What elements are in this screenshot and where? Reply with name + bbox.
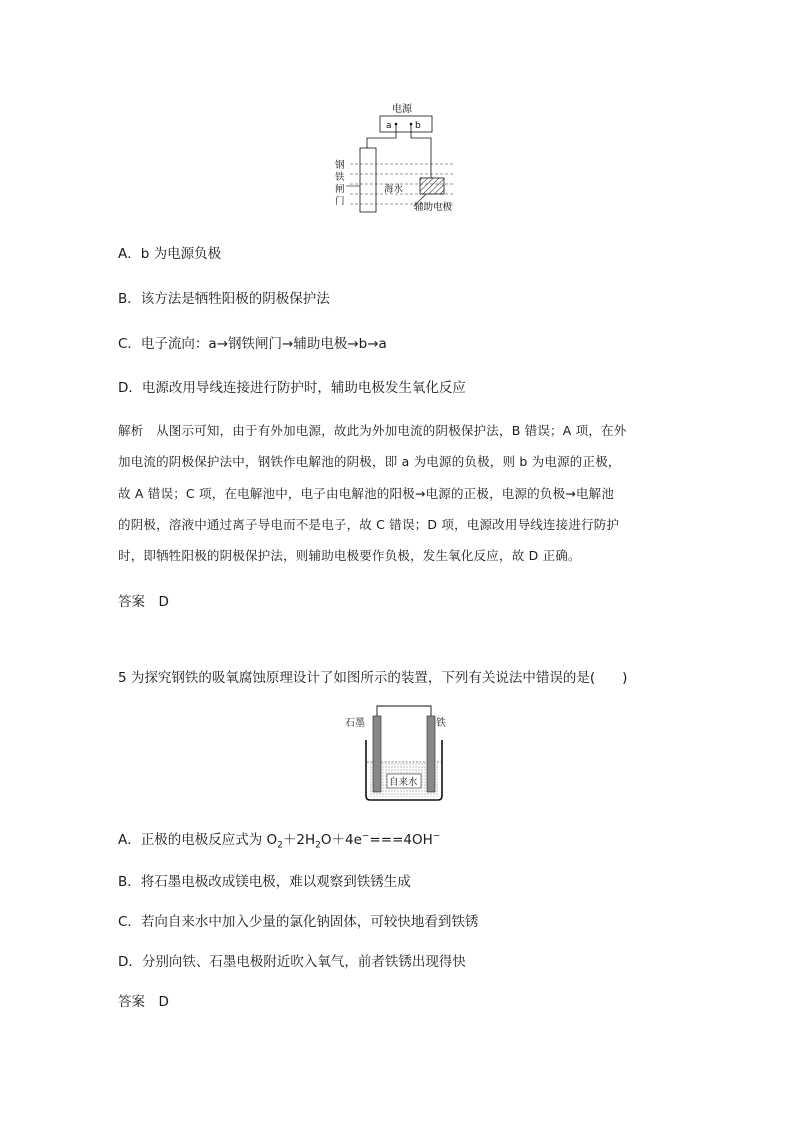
- q5-option-c: C．若向自来水中加入少量的氯化钠固体，可较快地看到铁锈: [118, 914, 479, 930]
- cathodic-protection-diagram: [330, 100, 470, 215]
- q5-option-b: B．将石墨电极改成镁电极，难以观察到铁锈生成: [118, 874, 411, 890]
- q4-option-c: C．电子流向：a→钢铁闸门→辅助电极→b→a: [118, 336, 387, 352]
- graphite-label: 石墨: [345, 718, 365, 729]
- svg-text:闸: 闸: [335, 184, 345, 195]
- auxiliary-electrode: [420, 178, 444, 194]
- q4-explanation-line-1: 解析 从图示可知，由于有外加电源，故此为外加电流的阴极保护法，B 错误；A 项，在外: [118, 423, 627, 438]
- h2-subscript: 2: [315, 840, 321, 851]
- q5-question: 5 为探究钢铁的吸氧腐蚀原理设计了如图所示的装置，下列有关说法中错误的是( ): [118, 670, 628, 686]
- q4-explanation-line-2: 加电流的阴极保护法中，钢铁作电解池的阴极，即 a 为电源的负极，则 b 为电源的正极，: [118, 454, 621, 469]
- iron-label: 铁: [436, 718, 446, 729]
- q4-answer: 答案 D: [118, 594, 169, 610]
- o2-subscript: 2: [277, 840, 283, 851]
- seawater-label: 海水: [384, 184, 404, 195]
- tap-water-label: 自来水: [389, 777, 418, 788]
- q4-option-b: B．该方法是牺牲阳极的阴极保护法: [118, 291, 330, 307]
- terminal-b-label: b: [415, 121, 421, 131]
- q5-option-a-mid3: ===4OH: [369, 832, 433, 848]
- q5-option-a-prefix: A．正极的电极反应式为 O: [118, 832, 278, 848]
- graphite-electrode: [373, 716, 381, 792]
- iron-electrode: [427, 716, 435, 792]
- q4-option-a: A．b 为电源负极: [118, 246, 222, 262]
- q4-explanation-line-4: 的阴极，溶液中通过离子导电而不是电子，故 C 错误；D 项，电源改用导线连接进行防护: [118, 517, 620, 532]
- wire-a: [367, 124, 396, 148]
- q5-answer: 答案 D: [118, 994, 169, 1010]
- q5-option-a: [118, 828, 440, 851]
- steel-gate-label: [335, 159, 345, 207]
- q5-option-d: D．分别向铁、石墨电极附近吹入氧气，前者铁锈出现得快: [118, 954, 466, 970]
- q4-explanation-line-3: 故 A 错误；C 项，在电解池中，电子由电解池的阳极→电源的正极，电源的负极→电解池: [118, 486, 615, 501]
- power-source-label: 电源: [392, 104, 412, 115]
- svg-text:门: 门: [335, 196, 345, 207]
- hydroxide-charge: −: [432, 831, 441, 842]
- electron-charge: −: [361, 831, 370, 842]
- terminal-a-label: a: [386, 121, 392, 131]
- svg-text:铁: 铁: [335, 172, 345, 183]
- q4-option-d: D．电源改用导线连接进行防护时，辅助电极发生氧化反应: [118, 380, 466, 396]
- connecting-wire: [377, 706, 431, 716]
- auxiliary-electrode-label: 辅助电极: [414, 202, 453, 213]
- oxygen-corrosion-diagram: [340, 700, 460, 810]
- q4-explanation-line-5: 时，即牺牲阳极的阴极保护法，则辅助电极要作负极，发生氧化反应，故 D 正确。: [118, 548, 581, 563]
- svg-text:钢: 钢: [335, 160, 345, 171]
- steel-gate: [360, 148, 376, 212]
- q5-option-a-mid1: ＋2H: [282, 832, 316, 848]
- q5-option-a-mid2: O＋4e: [320, 832, 362, 848]
